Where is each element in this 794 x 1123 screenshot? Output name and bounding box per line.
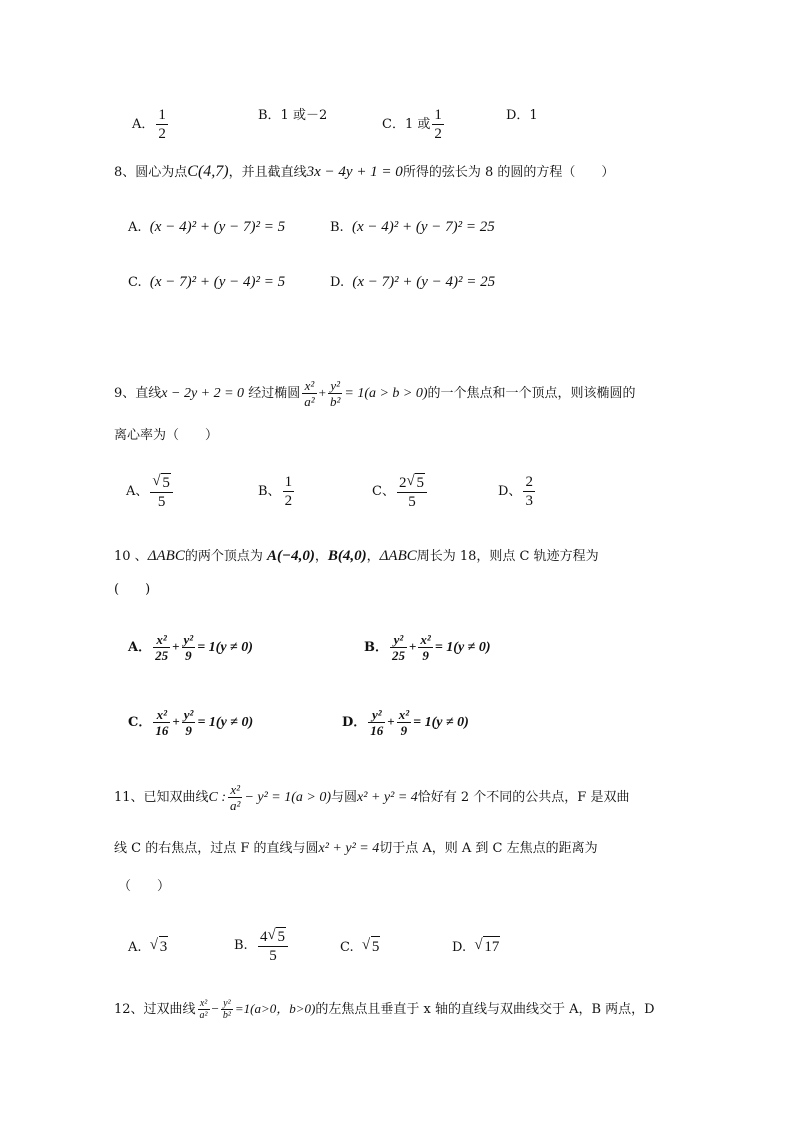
q10-option-d-label: D． bbox=[342, 715, 367, 730]
q8-mid: ，并且截直线 bbox=[228, 165, 307, 180]
q9-mid: 经过椭圆 bbox=[248, 386, 301, 401]
denominator: 16 bbox=[155, 723, 169, 738]
q11-option-b-label: B. bbox=[234, 938, 248, 953]
q9-option-d-fraction bbox=[523, 473, 535, 510]
q10-stem bbox=[114, 546, 599, 567]
q10-option-c-rhs: = 1(y ≠ 0) bbox=[197, 715, 254, 730]
q10-option-a-label: A． bbox=[128, 640, 152, 655]
q10-option-c: C． $\frac{\text{x²}}{16}$ + $\frac{\text{y²}}{9}$ = 1(y ≠ 0) bbox=[128, 707, 254, 738]
q9-line2-text: 离心率为（ ） bbox=[114, 428, 219, 443]
radicand: 5 bbox=[416, 474, 424, 491]
radicand: 17 bbox=[483, 936, 500, 957]
q11-suffix: 恰好有 2 个不同的公共点，F 是双曲 bbox=[417, 790, 630, 805]
radicand: 5 bbox=[162, 474, 170, 491]
q10-option-c-frac2 bbox=[182, 707, 196, 738]
q10-suffix: 周长为 18，则点 C 轨迹方程为 bbox=[416, 549, 599, 564]
q10-stem-line2 bbox=[114, 580, 150, 600]
q11-option-a-label: A. bbox=[128, 940, 142, 955]
q10-option-d: D． $\frac{\text{y²}}{16}$ + $\frac{\text{x²}}{9}$ = 1(y ≠ 0) bbox=[342, 707, 469, 738]
q9-stem: 9、直线x − 2y + 2 = 0 经过椭圆 $\frac{\text{x²}}{\text{a²}}$ + $\frac{\text{y²}}{\text{b²}}$ = 1(a > b > 0)的一个焦点和一个顶点，则该椭圆的 bbox=[114, 378, 636, 409]
q11-stem-line2 bbox=[114, 839, 598, 859]
denominator: 9 bbox=[400, 723, 408, 738]
q8-option-c bbox=[128, 272, 285, 293]
q11-line2-a: 线 C 的右焦点，过点 F 的直线与圆 bbox=[114, 841, 319, 856]
q9-option-a-label: A、 bbox=[126, 484, 149, 499]
q12-prefix: 12、过双曲线 bbox=[114, 1002, 196, 1017]
q12-stem: 12、过双曲线 $\frac{\text{x²}}{\text{a²}}$ − $\frac{\text{y²}}{\text{b²}}$ =1(a>0，b>0)的左焦点且垂直于 x 轴的直线与双曲线交于 A，B 两点，D bbox=[114, 998, 655, 1021]
q9-option-b-fraction bbox=[283, 473, 295, 510]
numerator: x² bbox=[153, 632, 170, 648]
denominator: 25 bbox=[392, 648, 405, 663]
q10-option-d-frac1 bbox=[368, 707, 385, 738]
q9-option-c-fraction bbox=[397, 473, 427, 511]
radicand: 3 bbox=[159, 936, 169, 957]
q7-option-d-label: D．1 bbox=[506, 108, 538, 123]
denominator: a² bbox=[199, 1010, 208, 1021]
denominator: 2 bbox=[284, 493, 293, 509]
q9-ellipse-rhs: = 1(a > b > 0) bbox=[344, 386, 428, 401]
q11-option-d-label: D. bbox=[452, 940, 467, 955]
q9-option-d-label: D、 bbox=[498, 484, 522, 499]
denominator: 5 bbox=[157, 493, 166, 510]
q12-suffix: 的左焦点且垂直于 x 轴的直线与双曲线交于 A，B 两点，D bbox=[315, 1002, 655, 1017]
q10-option-a-frac2 bbox=[182, 632, 196, 663]
q8-option-b bbox=[330, 217, 495, 238]
radicand: 5 bbox=[371, 936, 381, 957]
q8-option-b-eq: (x − 4)² + (y − 7)² = 25 bbox=[351, 219, 495, 235]
q8-option-d-eq: (x − 7)² + (y − 4)² = 25 bbox=[352, 274, 496, 290]
q10-option-c-frac1 bbox=[153, 707, 170, 738]
q9-option-c bbox=[372, 472, 429, 512]
q11-option-d bbox=[452, 936, 500, 958]
q8-option-b-label: B. bbox=[330, 220, 344, 235]
q11-line3-text: （ ） bbox=[118, 879, 171, 894]
coefficient: 2 bbox=[398, 474, 407, 491]
numerator: x² bbox=[420, 632, 431, 647]
denominator: b² bbox=[222, 1010, 231, 1021]
numerator: x² bbox=[228, 782, 242, 798]
numerator: 1 bbox=[284, 474, 293, 490]
q9-option-a-fraction bbox=[150, 473, 173, 511]
q8-option-a bbox=[128, 217, 285, 238]
denominator: 9 bbox=[185, 648, 192, 663]
numerator: y² bbox=[221, 998, 233, 1010]
q7-option-c bbox=[382, 106, 446, 143]
numerator: x² bbox=[302, 378, 316, 394]
denominator: b² bbox=[329, 394, 341, 409]
radicand: 5 bbox=[277, 928, 285, 945]
q10-option-b-frac2 bbox=[418, 632, 432, 663]
q8-line-eq: 3x − 4y + 1 = 0 bbox=[306, 164, 403, 180]
q11-option-a bbox=[128, 936, 168, 958]
denominator: 16 bbox=[370, 723, 384, 738]
coefficient: 4 bbox=[259, 928, 268, 945]
q11-line2-circle: x² + y² = 4 bbox=[318, 841, 380, 856]
q10-option-b-rhs: = 1(y ≠ 0) bbox=[434, 640, 491, 655]
q11-option-b bbox=[234, 926, 290, 966]
numerator: x² bbox=[198, 998, 210, 1010]
q10-triangle-2: ΔABC bbox=[379, 548, 417, 564]
q10-option-a-frac1 bbox=[153, 632, 170, 663]
q11-line2-b: 切于点 A，则 A 到 C 左焦点的距离为 bbox=[379, 841, 598, 856]
q11-hyperbola-lhs: C : bbox=[208, 790, 227, 805]
q7-option-c-fraction bbox=[432, 106, 444, 143]
q7-option-b bbox=[258, 106, 327, 126]
q10-option-d-rhs: = 1(y ≠ 0) bbox=[413, 715, 469, 730]
q10-sep: ， bbox=[314, 549, 328, 564]
denominator: 9 bbox=[185, 723, 192, 738]
q10-point-a: A(−4,0) bbox=[266, 548, 315, 564]
q7-option-b-label: B．1 或－2 bbox=[258, 108, 328, 123]
q9-line-eq: x − 2y + 2 = 0 bbox=[161, 386, 245, 401]
q9-option-a bbox=[126, 472, 175, 512]
q11-hyperbola-rhs: − y² = 1(a > 0) bbox=[244, 790, 332, 805]
q9-option-b-label: B、 bbox=[258, 484, 281, 499]
q7-option-d bbox=[506, 106, 538, 126]
q11-circle-eq: x² + y² = 4 bbox=[357, 790, 418, 805]
denominator: a² bbox=[304, 394, 315, 409]
q11-option-c bbox=[340, 936, 380, 958]
denominator: 5 bbox=[269, 947, 277, 964]
q7-option-a bbox=[132, 106, 170, 143]
numerator: x² bbox=[153, 707, 170, 723]
q12-rhs: =1(a>0，b>0) bbox=[234, 1001, 316, 1016]
denominator: 3 bbox=[525, 493, 533, 509]
numerator: 2 bbox=[525, 474, 533, 490]
q8-option-c-label: C. bbox=[128, 275, 142, 290]
q8-stem bbox=[114, 162, 614, 183]
q9-stem-line2 bbox=[114, 426, 218, 446]
q9-prefix: 9、直线 bbox=[114, 386, 162, 401]
q12-frac-y bbox=[221, 998, 233, 1021]
q9-option-c-label: C、 bbox=[372, 484, 395, 499]
numerator: y² bbox=[368, 707, 385, 723]
q9-option-b bbox=[258, 472, 296, 512]
q8-option-a-eq: (x − 4)² + (y − 7)² = 5 bbox=[149, 219, 286, 235]
q11-option-b-fraction bbox=[258, 927, 288, 965]
q10-option-b: B． $\frac{\text{y²}}{25}$ + $\frac{\text{x²}}{9}$ = 1(y ≠ 0) bbox=[364, 632, 491, 663]
q9-ellipse-frac-y bbox=[328, 378, 342, 409]
q9-suffix: 的一个焦点和一个顶点，则该椭圆的 bbox=[427, 386, 636, 401]
denominator: a² bbox=[230, 798, 241, 813]
q8-option-c-eq: (x − 7)² + (y − 4)² = 5 bbox=[149, 274, 286, 290]
q11-option-c-label: C. bbox=[340, 940, 354, 955]
q8-option-d-label: D. bbox=[330, 275, 345, 290]
numerator: 1 bbox=[434, 107, 442, 123]
q10-option-b-label: B． bbox=[364, 640, 388, 655]
q10-option-c-label: C． bbox=[128, 715, 152, 730]
q11-prefix: 11、已知双曲线 bbox=[114, 790, 209, 805]
q10-option-d-frac2 bbox=[397, 707, 411, 738]
q11-stem bbox=[114, 780, 629, 816]
q10-triangle: ΔABC bbox=[147, 548, 185, 564]
q10-point-b: B(4,0) bbox=[327, 548, 367, 564]
denominator: 2 bbox=[434, 126, 442, 142]
numerator: x² bbox=[398, 707, 410, 722]
q10-option-a-rhs: = 1(y ≠ 0) bbox=[197, 640, 253, 655]
q11-stem-line3 bbox=[118, 877, 170, 897]
q9-ellipse-frac-x bbox=[302, 378, 316, 409]
q10-option-a: A． $\frac{\text{x²}}{25}$ + $\frac{\text{y²}}{9}$ = 1(y ≠ 0) bbox=[128, 632, 253, 663]
q7-option-c-label: C．1 或 bbox=[382, 117, 431, 132]
q12-frac-x bbox=[198, 998, 210, 1021]
q7-option-a-fraction bbox=[156, 106, 168, 143]
denominator: 2 bbox=[158, 126, 166, 142]
numerator: y² bbox=[183, 707, 194, 722]
q8-option-d bbox=[330, 272, 495, 293]
numerator: 1 bbox=[158, 107, 166, 123]
denominator: 9 bbox=[422, 648, 429, 663]
q11-hyperbola-frac bbox=[228, 782, 242, 813]
q8-prefix: 8、圆心为点 bbox=[114, 165, 188, 180]
q7-option-a-label: A． bbox=[132, 117, 155, 132]
q8-option-a-label: A. bbox=[128, 220, 142, 235]
q10-line2-text: ( ) bbox=[114, 582, 151, 597]
q10-mid: 的两个顶点为 bbox=[184, 549, 263, 564]
q10-sep2: ， bbox=[366, 549, 380, 564]
numerator: y² bbox=[328, 378, 342, 394]
q8-suffix: 所得的弦长为 8 的圆的方程（ ） bbox=[402, 165, 615, 180]
q10-option-b-frac1 bbox=[390, 632, 407, 663]
q10-prefix: 10 、 bbox=[114, 549, 148, 564]
denominator: 25 bbox=[155, 648, 169, 663]
numerator: y² bbox=[390, 632, 407, 648]
q8-center: C(4,7) bbox=[187, 163, 229, 180]
q11-mid: 与圆 bbox=[331, 790, 358, 805]
numerator: y² bbox=[183, 632, 194, 647]
denominator: 5 bbox=[408, 493, 416, 510]
q9-option-d bbox=[498, 472, 537, 512]
